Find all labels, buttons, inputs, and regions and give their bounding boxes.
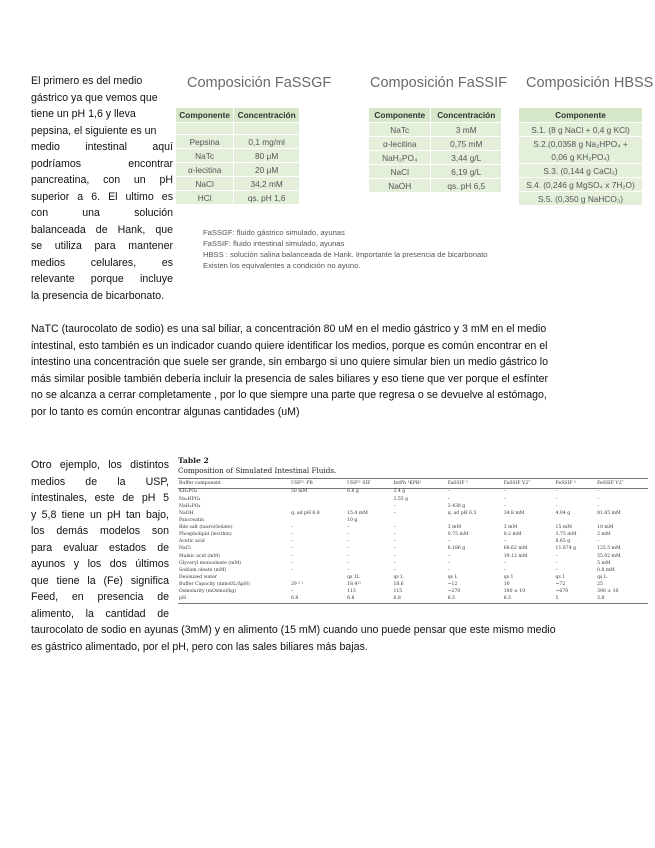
table-row xyxy=(176,149,299,163)
table-cell: 8.65 g xyxy=(555,539,571,545)
table-cell: – xyxy=(291,546,294,552)
abbreviation-notes xyxy=(203,227,488,271)
table-row xyxy=(369,151,501,165)
table-row xyxy=(178,539,648,546)
table-cell: ~72 xyxy=(555,582,566,588)
table-cell: S.5. (0,350 g NaHCO₃) xyxy=(519,192,642,206)
table-row xyxy=(178,582,648,589)
table-row xyxy=(178,518,648,525)
text-line: intestinal, esto también es un indicador cuando quiere identificar los medios, porque es común encontrar en el xyxy=(31,339,548,352)
table-row xyxy=(519,123,642,137)
table-cell: HCl xyxy=(176,191,234,205)
table-cell: – xyxy=(291,525,294,531)
table-cell xyxy=(392,518,446,525)
table-cell: NaH₂PO₄ xyxy=(369,151,431,165)
text-line: que tiene la (Fe) significa xyxy=(31,574,169,587)
table-cell: – xyxy=(555,489,558,495)
table-cell: – xyxy=(393,525,396,531)
table-cell: 18.6 xyxy=(393,582,404,588)
table-cell: NaH₂PO₄ xyxy=(179,503,201,509)
composition-table xyxy=(178,478,648,604)
table-cell: – xyxy=(291,532,294,538)
table-row xyxy=(178,567,648,574)
table-cell: 15.4 mM xyxy=(347,510,368,516)
table-cell: Glyceryl monooleate (mM) xyxy=(179,560,241,566)
table-cell: 180 ± 10 xyxy=(503,589,526,595)
table-cell: 6.8 xyxy=(346,596,392,604)
table-cell: – xyxy=(393,503,396,509)
column-header: Componente xyxy=(176,108,234,123)
table-cell: 5 mM xyxy=(597,560,611,566)
table-cell: – xyxy=(291,589,294,595)
table-cell: 15 mM xyxy=(555,525,572,531)
table-cell: 19.12 mM xyxy=(503,553,528,559)
note-line: FaSSIF: fluido intestinal simulado, ayunas xyxy=(203,239,345,248)
table-cell: 20 μM xyxy=(234,163,299,177)
text-line: balanceada de Hank, que xyxy=(31,223,173,236)
text-line: los demás modelos son xyxy=(31,525,169,537)
table-cell: 34,2 mM xyxy=(234,177,299,191)
text-line: y 5,8 tiene un pH tan bajo, xyxy=(31,508,169,521)
table-cell: – xyxy=(291,567,294,573)
column-header: Componente xyxy=(519,108,642,123)
table-cell: 3,44 g/L xyxy=(431,151,501,165)
table-row xyxy=(176,177,299,191)
table-cell: – xyxy=(347,546,350,552)
text-line: con una solución xyxy=(31,207,173,219)
table-cell: 3 mM xyxy=(447,525,462,531)
text-line: ayunos y los dos últimos xyxy=(31,558,169,570)
hbss-table xyxy=(519,108,642,205)
table-cell: – xyxy=(503,489,507,495)
table-cell: – xyxy=(555,560,558,566)
table-cell: – xyxy=(291,553,294,559)
column-header: FaSSIF ³ xyxy=(447,479,503,489)
table-cell: 29 ² ¹ xyxy=(291,582,304,588)
text-line: medio intestinal aquí xyxy=(31,141,173,153)
column-header: IntPh ¹KPB² xyxy=(392,479,446,489)
table-row xyxy=(178,589,648,596)
text-line: superior a 6. El ultimo es xyxy=(31,190,173,203)
table-cell: NaCl xyxy=(176,177,234,191)
text-line: pancreatina, con un pH xyxy=(31,174,173,186)
text-line: para evaluar estados de xyxy=(31,541,169,554)
table-cell: NaCl xyxy=(369,165,431,179)
table-cell xyxy=(290,518,346,525)
note-line: HBSS : solución salina balanceada de Hank. Importante la presencia de bicarbonato xyxy=(203,250,488,259)
table-cell: 6.8 xyxy=(392,596,446,604)
table-cell: – xyxy=(447,560,450,566)
table-cell: – xyxy=(447,496,450,502)
table-cell: qs L xyxy=(393,574,404,580)
table-row xyxy=(178,546,648,553)
table-cell: – xyxy=(503,560,507,566)
table-cell: qs. pH 6,5 xyxy=(431,179,501,193)
table-cell: 34.8 mM xyxy=(503,510,525,516)
table-cell: 6.8 g xyxy=(347,489,359,495)
text-line: más similar posible también debería incluir la presencia de sales biliares y eso tiene que ver porque el esfínter xyxy=(31,372,549,385)
table-row xyxy=(178,489,648,497)
table-cell: 10 mM xyxy=(597,525,614,531)
table-cell: – xyxy=(347,567,350,573)
table-label: Table 2 xyxy=(178,456,209,465)
table-cell: 11.874 g xyxy=(555,546,577,552)
table-cell: Bile salt (taurocholate) xyxy=(179,525,233,531)
table-row xyxy=(176,191,299,205)
table-cell: – xyxy=(347,553,350,559)
table-cell: S.3. (0,144 g CaCl₂) xyxy=(519,164,642,178)
table-cell: Phospholipid (lecithin) xyxy=(179,532,232,538)
column-header: Concentración xyxy=(431,108,501,123)
table-row xyxy=(178,503,648,510)
table-cell: 2 mM xyxy=(597,532,611,538)
table-cell: 0,06 g KH₂PO₄) xyxy=(519,150,642,164)
table-cell: S.4. (0,246 g MgSO₄ x 7H₂O) xyxy=(519,178,642,192)
table-cell xyxy=(503,518,555,525)
table-cell: – xyxy=(555,496,558,502)
table-cell: Deionized water xyxy=(179,574,218,580)
table-row xyxy=(178,525,648,532)
table-cell: ~270 xyxy=(447,589,461,595)
table-cell: 3.438 g xyxy=(447,503,466,509)
table-cell: Maleic acid (mM) xyxy=(179,553,220,559)
table-cell: 6.8 xyxy=(290,596,346,604)
table-cell: qs 1 xyxy=(503,574,514,580)
table-cell: 3.4 g xyxy=(393,489,406,495)
text-line: gástrico ya que vemos que xyxy=(31,91,158,104)
table-cell: – xyxy=(597,489,600,495)
table-cell xyxy=(555,518,597,525)
text-line: NaTC (taurocolato de sodio) es una sal biliar, a concentración 80 uM en el medio gástrico y 3 mM en el medio xyxy=(31,323,547,335)
table-row xyxy=(176,135,299,149)
table-cell: 55.02 mM xyxy=(597,553,621,559)
table-cell: Buffer Capacity (mmol/L/ΔpH) xyxy=(179,582,250,588)
table-cell: 18.4²¹ xyxy=(347,582,361,588)
table-cell xyxy=(447,518,503,525)
text-line: Otro ejemplo, los distintos xyxy=(31,459,169,471)
table-cell: 6,19 g/L xyxy=(431,165,501,179)
table-cell: Osmolarity (mOsmol/kg) xyxy=(179,589,236,595)
table-cell: 3.75 mM xyxy=(555,532,577,538)
column-header: Buffer component xyxy=(178,479,290,489)
table-cell: ~670 xyxy=(555,589,569,595)
table-cell: qs. pH 1,6 xyxy=(234,191,299,205)
table-cell: NaTc xyxy=(176,149,234,163)
table-cell: NaOH xyxy=(179,510,194,516)
table-cell: – xyxy=(555,567,558,573)
column-header: FeSSIF ³ xyxy=(555,479,597,489)
table-cell: – xyxy=(503,496,507,502)
column-header: Concentración xyxy=(234,108,299,123)
table-row xyxy=(178,532,648,539)
note-line: FaSSGF: fluido gástrico simulado, ayunas xyxy=(203,228,345,237)
text-line: medios celulares, es xyxy=(31,256,173,269)
text-line: pepsina, el siguiente es un xyxy=(31,124,157,137)
table-cell: – xyxy=(447,553,450,559)
table-cell: 0.75 mM xyxy=(447,532,469,538)
table-cell: 4.04 g xyxy=(555,510,571,516)
table-cell: 5 xyxy=(555,596,597,604)
table-cell: – xyxy=(555,503,558,509)
fassif-title: Composición FaSSIF xyxy=(370,75,507,91)
column-header: USP²¹ PB xyxy=(290,479,346,489)
table-row xyxy=(519,192,642,206)
table-cell: – xyxy=(393,539,396,545)
natc-paragraph xyxy=(31,321,621,420)
table-row xyxy=(519,150,642,164)
table-cell: 25 xyxy=(597,582,603,588)
text-line: la presencia de bicarbonato. xyxy=(31,289,165,302)
table-cell xyxy=(596,518,648,525)
table-row xyxy=(369,179,501,193)
text-line: alimento, la cantidad de xyxy=(31,607,169,620)
table-cell xyxy=(346,496,392,503)
table-cell xyxy=(290,496,346,503)
table-cell: – xyxy=(447,539,450,545)
text-line: no se alcanza a cerrar completamente , por lo que siempre una parte que regresa o se devuelve al estómago, xyxy=(31,389,547,401)
table-cell: 0.8 mM xyxy=(597,567,615,573)
fassgf-table xyxy=(176,108,299,204)
table-cell: 80 μM xyxy=(234,149,299,163)
table-cell: – xyxy=(503,539,507,545)
note-line: Existen los equivalentes a condición no ayuno. xyxy=(203,261,361,270)
table-cell: – xyxy=(393,567,396,573)
table-cell: – xyxy=(503,567,507,573)
table-cell: q. ad pH 6.5 xyxy=(447,510,477,516)
table-cell: – xyxy=(447,567,450,573)
table-cell: – xyxy=(447,489,450,495)
table-cell: – xyxy=(291,539,294,545)
table-cell: 0,75 mM xyxy=(431,137,501,151)
table-cell: – xyxy=(393,510,396,516)
table-cell: α-lecitina xyxy=(176,163,234,177)
intro-paragraph xyxy=(31,73,173,304)
spacer-cell xyxy=(234,123,299,135)
table-cell: 5.8 xyxy=(596,596,648,604)
table-cell: 0.2 mM xyxy=(503,532,522,538)
table-cell: S.2.(0,0358 g Na₂HPO₄ + xyxy=(519,137,642,151)
table-cell: – xyxy=(347,539,350,545)
table-cell: 0,1 mg/ml xyxy=(234,135,299,149)
table-cell xyxy=(290,575,346,582)
taurocolato-paragraph xyxy=(31,622,631,655)
table-row xyxy=(519,137,642,151)
table-cell: – xyxy=(393,532,396,538)
text-line: se utiliza para mantener xyxy=(31,240,173,252)
table-cell: qs L xyxy=(597,574,607,580)
column-header: FaSSIF V2⁷ xyxy=(503,479,555,489)
table-cell: 50 mM xyxy=(291,489,308,495)
text-line: tiene un pH 1,6 y lleva xyxy=(31,108,136,120)
table-cell: – xyxy=(291,560,294,566)
table-cell: – xyxy=(597,496,600,502)
table-cell: qs L xyxy=(447,574,458,580)
text-line: podríamos encontrar xyxy=(31,157,173,170)
table-cell: 6.5 xyxy=(447,596,503,604)
table-cell: – xyxy=(503,503,507,509)
table-row xyxy=(519,164,642,178)
table-cell: – xyxy=(347,532,350,538)
table-cell: – xyxy=(393,560,396,566)
spacer-cell xyxy=(176,123,234,135)
table-cell: Pepsina xyxy=(176,135,234,149)
table-cell: 113 xyxy=(347,589,356,595)
table-cell: 68.62 mM xyxy=(503,546,528,552)
text-line: por lo tanto es común encontrar algunas cantidades (uM) xyxy=(31,405,300,418)
table-cell: qs 1 xyxy=(555,574,566,580)
table-cell: NaOH xyxy=(369,179,431,193)
table-cell: – xyxy=(597,503,600,509)
text-line: Feed, en presencia de xyxy=(31,591,169,603)
table-cell: NaTc xyxy=(369,123,431,137)
table-cell: NaCl xyxy=(179,546,191,552)
table-cell: – xyxy=(393,553,396,559)
table-cell: – xyxy=(347,525,350,531)
table-row xyxy=(178,553,648,560)
table-row xyxy=(369,123,501,137)
table-cell: 10 xyxy=(503,582,510,588)
table-cell: 125.5 mM xyxy=(597,546,621,552)
table-cell: KH₂PO₄ xyxy=(179,489,197,495)
table-cell: Sodium oleate (mM) xyxy=(179,567,227,573)
table-cell: – xyxy=(597,539,600,545)
table-cell: 115 xyxy=(393,589,403,595)
simulated-intestinal-fluids-table xyxy=(178,456,650,624)
table-cell xyxy=(290,503,346,510)
text-line: intestinales, este de pH 5 xyxy=(31,492,169,504)
table-cell: Na₂HPO₄ xyxy=(179,496,201,502)
table-cell: Acetic acid xyxy=(179,539,205,545)
table-row xyxy=(178,560,648,567)
table-cell: 3 mM xyxy=(503,525,518,531)
text-line: intestino una concentración que suele ser grande, sin embargo si uno quiere simular bien un medio gástrico lo xyxy=(31,356,549,368)
usp-paragraph xyxy=(31,457,169,622)
table-cell: Pancreatin xyxy=(179,517,205,523)
text-line: relevante porque incluye xyxy=(31,273,173,285)
table-cell: pH xyxy=(178,596,290,604)
table-cell: 10 g xyxy=(347,517,358,523)
hbss-title: Composición HBSS xyxy=(526,75,654,91)
table-row xyxy=(176,163,299,177)
table-cell: q. ad pH 6.8 xyxy=(291,510,320,516)
table-cell: S.1. (8 g NaCl + 0,4 g KCl) xyxy=(519,123,642,137)
text-line: El primero es del medio xyxy=(31,75,143,87)
table-cell: 390 ± 10 xyxy=(597,589,619,595)
table-cell: 3 mM xyxy=(431,123,501,137)
table-cell: – xyxy=(347,560,350,566)
table-cell: 6.186 g xyxy=(447,546,466,552)
table-cell: α-lecitina xyxy=(369,137,431,151)
table-cell: 81.65 mM xyxy=(597,510,621,516)
text-line: taurocolato de sodio en ayunas (3mM) y en alimento (15 mM) cuando uno puede pensar que este mismo medio xyxy=(31,624,556,636)
composition-figure xyxy=(176,70,654,280)
table-cell: – xyxy=(555,553,558,559)
column-header: USP²¹ SIF xyxy=(346,479,392,489)
table-row xyxy=(178,496,648,503)
column-header: FeSSIF V2⁷ xyxy=(596,479,648,489)
text-line: es gástrico alimentado, por el pH, pero con las sales biliares más bajas. xyxy=(31,640,368,653)
column-header: Componente xyxy=(369,108,431,123)
table-caption: Composition of Simulated Intestinal Fluids. xyxy=(178,466,337,475)
table-row xyxy=(178,596,648,604)
table-cell: 3.55 g xyxy=(393,496,409,502)
fassif-table xyxy=(369,108,501,192)
fassgf-title: Composición FaSSGF xyxy=(187,75,332,91)
table-cell: qs 1L xyxy=(347,574,360,580)
table-row xyxy=(178,510,648,517)
table-cell: ~12 xyxy=(447,582,458,588)
table-cell: – xyxy=(393,546,396,552)
table-row xyxy=(178,575,648,582)
table-row xyxy=(369,137,501,151)
table-row xyxy=(519,178,642,192)
table-cell xyxy=(346,503,392,510)
text-line: medios de la USP, xyxy=(31,475,169,488)
table-cell: 6.5 xyxy=(503,596,555,604)
table-row xyxy=(369,165,501,179)
